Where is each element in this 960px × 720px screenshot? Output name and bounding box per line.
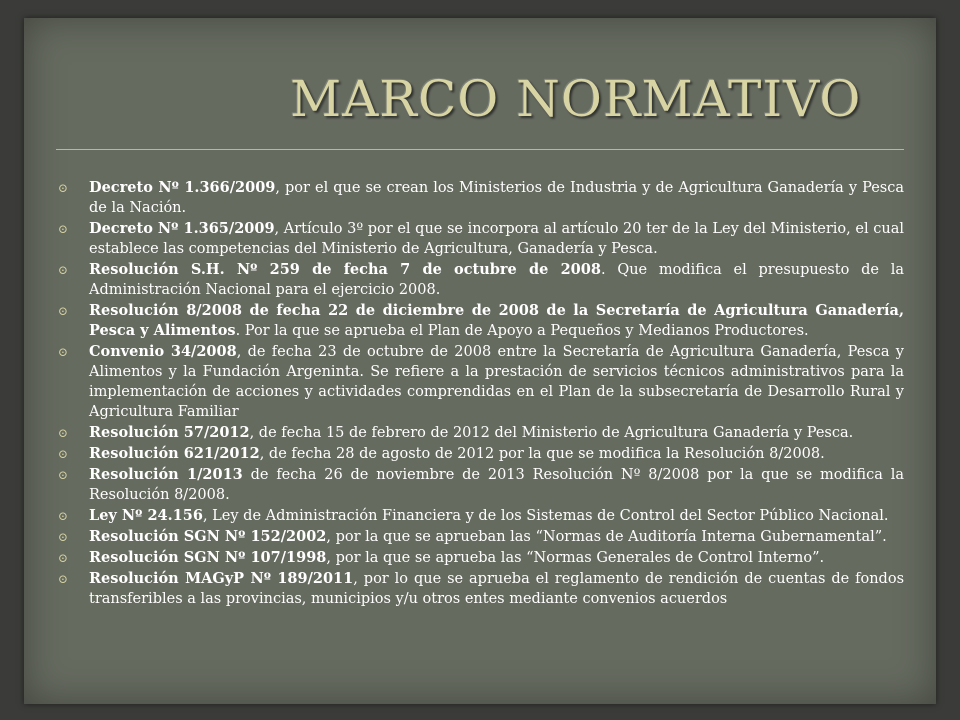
circled-dot-icon: ⊙ bbox=[58, 509, 69, 523]
slide-title: MARCO NORMATIVO bbox=[290, 70, 862, 128]
list-item bbox=[56, 423, 904, 443]
regulation-reference: Resolución 57/2012 bbox=[89, 424, 250, 441]
regulation-description: , de fecha 28 de agosto de 2012 por la que se modifica la Resolución 8/2008. bbox=[259, 446, 825, 462]
regulation-reference: Decreto Nº 1.365/2009 bbox=[89, 220, 275, 237]
circled-dot-icon: ⊙ bbox=[58, 426, 69, 440]
regulation-reference: Resolución S.H. Nº 259 de fecha 7 de octubre de 2008 bbox=[89, 261, 601, 278]
circled-dot-icon: ⊙ bbox=[58, 181, 69, 195]
list-item bbox=[56, 444, 904, 464]
regulation-reference: Decreto Nº 1.366/2009 bbox=[89, 179, 276, 196]
regulation-description: , por el que se crean los Ministerios de Industria y de Agricultura Ganadería y Pesca de la Nación. bbox=[89, 180, 904, 216]
circled-dot-icon: ⊙ bbox=[58, 468, 69, 482]
regulation-reference: Resolución 8/2008 de fecha 22 de diciembre de 2008 de la Secretaría de Agricultura Ganadería, Pesca y Alimentos bbox=[89, 302, 904, 339]
regulation-description: , Artículo 3º por el que se incorpora al artículo 20 ter de la Ley del Ministerio, el cual establece las competencias del Ministerio de Agricultura, Ganadería y Pesca. bbox=[89, 221, 904, 257]
regulation-reference: Ley Nº 24.156 bbox=[89, 507, 203, 524]
list-item bbox=[56, 548, 904, 568]
regulation-description: . Que modifica el presupuesto de la Administración Nacional para el ejercicio 2008. bbox=[89, 262, 905, 298]
regulation-description: . Por la que se aprueba el Plan de Apoyo a Pequeños y Medianos Productores. bbox=[235, 323, 809, 339]
list-item bbox=[56, 465, 904, 505]
regulation-reference: Resolución SGN Nº 152/2002 bbox=[89, 528, 327, 545]
regulation-reference: Resolución 621/2012 bbox=[89, 445, 260, 462]
regulation-description: , de fecha 15 de febrero de 2012 del Ministerio de Agricultura Ganadería y Pesca. bbox=[249, 425, 854, 441]
regulation-description: , por lo que se aprueba el reglamento de rendición de cuentas de fondos transferibles a las provincias, municipios y/u otros entes mediante convenios acuerdos bbox=[89, 571, 905, 607]
regulation-reference: Convenio 34/2008 bbox=[89, 343, 237, 360]
regulation-list bbox=[56, 178, 904, 610]
list-item bbox=[56, 260, 904, 300]
circled-dot-icon: ⊙ bbox=[58, 530, 69, 544]
regulation-reference: Resolución 1/2013 bbox=[89, 466, 243, 483]
regulation-description: de fecha 26 de noviembre de 2013 Resolución Nº 8/2008 por la que se modifica la Resolución 8/2008. bbox=[89, 467, 904, 503]
circled-dot-icon: ⊙ bbox=[58, 447, 69, 461]
list-item bbox=[56, 569, 904, 609]
list-item bbox=[56, 178, 904, 218]
circled-dot-icon: ⊙ bbox=[58, 222, 69, 236]
title-divider bbox=[56, 149, 904, 150]
list-item bbox=[56, 301, 904, 341]
regulation-description: , por la que se aprueba las “Normas Generales de Control Interno”. bbox=[326, 550, 825, 566]
circled-dot-icon: ⊙ bbox=[58, 263, 69, 277]
circled-dot-icon: ⊙ bbox=[58, 304, 69, 318]
circled-dot-icon: ⊙ bbox=[58, 572, 69, 586]
circled-dot-icon: ⊙ bbox=[58, 551, 69, 565]
regulation-description: , de fecha 23 de octubre de 2008 entre la Secretaría de Agricultura Ganadería, Pesca y Alimentos y la Fundación Argeninta. Se refiere a la prestación de servicios técnicos administrativos para la implementación de acciones y actividades comprendidas en el Plan de la subsecretaría de Desarrollo Rural y Agricultura Familiar bbox=[89, 344, 904, 420]
list-item bbox=[56, 506, 904, 526]
list-item bbox=[56, 219, 904, 259]
regulation-description: , por la que se aprueban las “Normas de Auditoría Interna Gubernamental”. bbox=[326, 529, 887, 545]
regulation-description: , Ley de Administración Financiera y de los Sistemas de Control del Sector Público Nacional. bbox=[202, 508, 889, 524]
list-item bbox=[56, 342, 904, 422]
regulation-reference: Resolución SGN Nº 107/1998 bbox=[89, 549, 327, 566]
regulation-reference: Resolución MAGyP Nº 189/2011 bbox=[89, 570, 354, 587]
list-item bbox=[56, 527, 904, 547]
circled-dot-icon: ⊙ bbox=[58, 345, 69, 359]
